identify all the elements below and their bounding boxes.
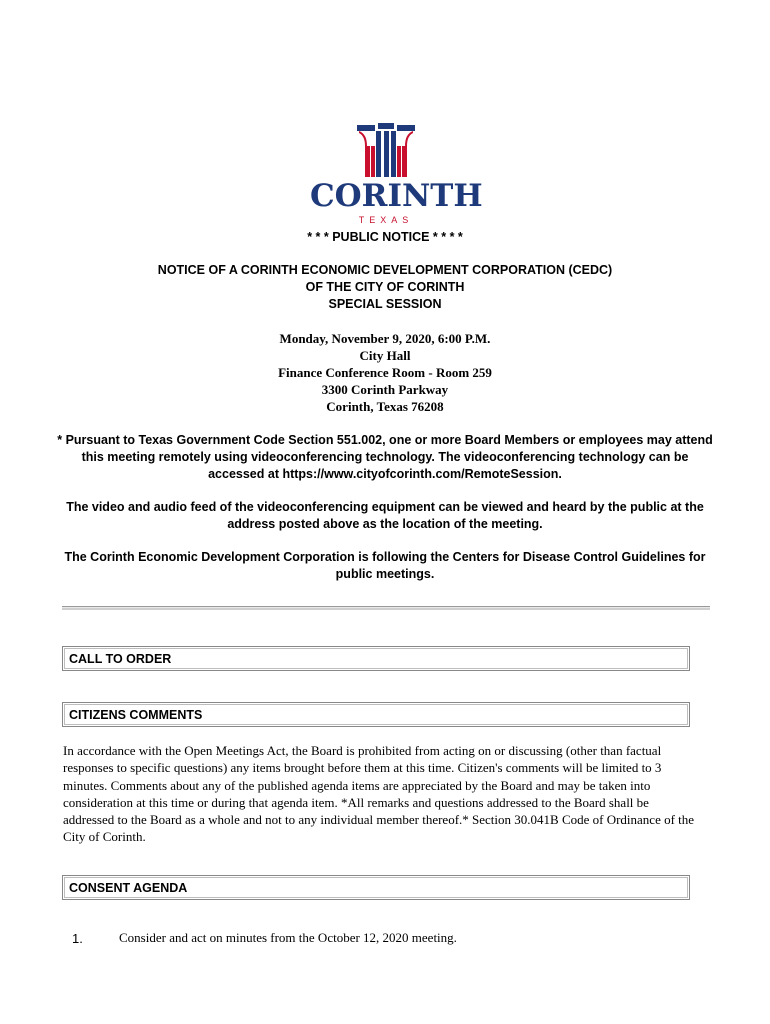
meeting-street: 3300 Corinth Parkway bbox=[321, 382, 449, 397]
emblem-blue-column-1 bbox=[376, 131, 381, 177]
meeting-room: Finance Conference Room - Room 259 bbox=[278, 365, 492, 380]
section-consent-agenda-label: CONSENT AGENDA bbox=[64, 877, 688, 898]
public-notice-banner: * * * PUBLIC NOTICE * * * * bbox=[307, 230, 463, 244]
emblem-blue-column-3 bbox=[391, 131, 396, 177]
notice-title-line-1: NOTICE OF A CORINTH ECONOMIC DEVELOPMENT CORPORATION (CEDC) bbox=[157, 263, 613, 277]
emblem-cap-center bbox=[378, 123, 394, 129]
emblem-arch-right bbox=[405, 131, 413, 146]
section-citizens-comments-label: CITIZENS COMMENTS bbox=[64, 704, 688, 725]
section-consent-agenda bbox=[62, 875, 690, 900]
emblem-red-column-1 bbox=[365, 146, 370, 177]
meeting-datetime: Monday, November 9, 2020, 6:00 P.M. bbox=[279, 331, 491, 346]
consent-item-number: 1. bbox=[72, 931, 83, 946]
logo-wordmark: CORINTH bbox=[310, 178, 483, 214]
section-citizens-comments bbox=[62, 702, 690, 727]
meeting-place: City Hall bbox=[359, 348, 411, 363]
emblem-cap-right bbox=[397, 125, 415, 131]
consent-item-text: Consider and act on minutes from the October 12, 2020 meeting. bbox=[119, 930, 457, 945]
emblem-red-column-2 bbox=[371, 146, 375, 177]
corinth-columns-emblem bbox=[310, 122, 462, 180]
remote-attendance-statement: * Pursuant to Texas Government Code Section 551.002, one or more Board Members or employees may attend this meeting remotely using videoconferencing technology. The videoconferencing technology can be accessed at https://www.cityofcorinth.com/RemoteSession. bbox=[57, 433, 713, 481]
meeting-city: Corinth, Texas 76208 bbox=[326, 399, 444, 414]
citizens-comments-text: In accordance with the Open Meetings Act, the Board is prohibited from acting on or discussing (other than factual responses to specific questions) any items brought before them at this time. Citizen's comments will be limited to 3 minutes. Comments about any of the published agenda items are appreciated by the Board and may be taken into consideration at this time or during that agenda item. *All remarks and questions addressed to the Board shall be addressed to the Board as a whole and not to any individual member thereof.* Section 30.041B Code of Ordinance of the City of Corinth. bbox=[63, 743, 695, 845]
notice-title-line-2: OF THE CITY OF CORINTH bbox=[305, 280, 465, 294]
section-call-to-order bbox=[62, 646, 690, 671]
logo-subtitle: TEXAS bbox=[358, 215, 414, 225]
video-feed-statement: The video and audio feed of the videoconferencing equipment can be viewed and heard by the public at the address posted above as the location of the meeting. bbox=[66, 500, 704, 531]
emblem-arch-left bbox=[359, 131, 367, 146]
emblem-cap-left bbox=[357, 125, 375, 131]
notice-title-line-3: SPECIAL SESSION bbox=[328, 297, 442, 311]
emblem-red-column-3 bbox=[397, 146, 401, 177]
corinth-logo bbox=[310, 122, 483, 228]
section-call-to-order-label: CALL TO ORDER bbox=[64, 648, 688, 669]
emblem-red-column-4 bbox=[402, 146, 407, 177]
horizontal-divider bbox=[62, 606, 710, 610]
emblem-blue-column-2 bbox=[384, 131, 389, 177]
cdc-guidelines-statement: The Corinth Economic Development Corporation is following the Centers for Disease Control Guidelines for public meetings. bbox=[64, 550, 706, 581]
